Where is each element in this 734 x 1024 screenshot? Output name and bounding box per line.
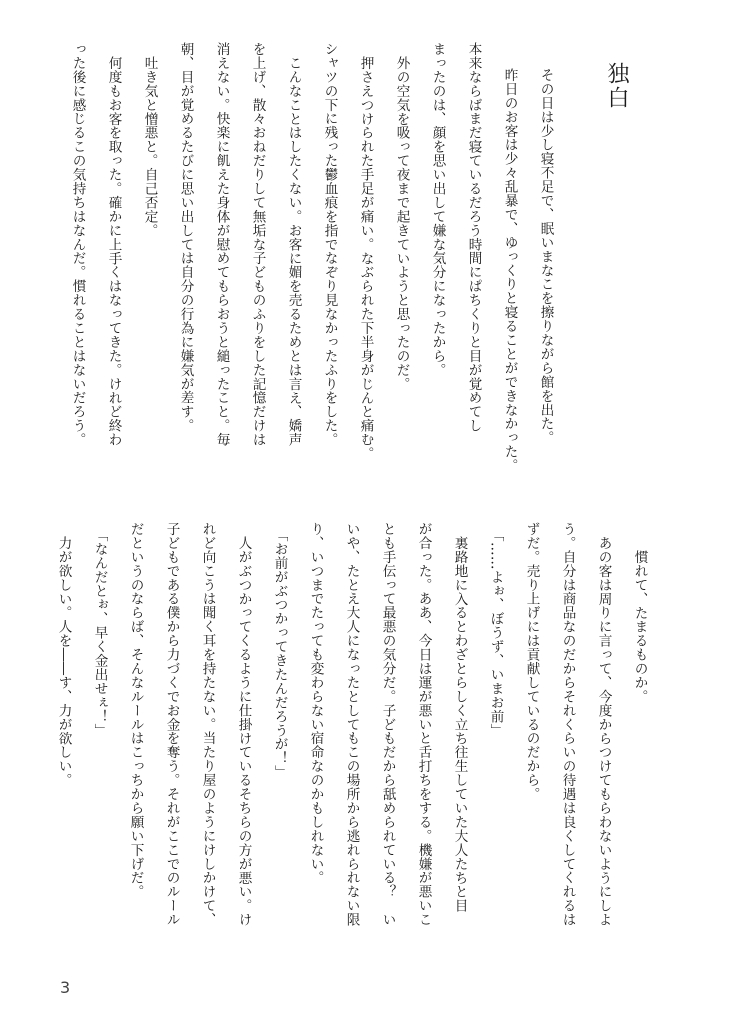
text-column: 昨日のお客は少々乱暴で、ゆっくりと寝ることができなかった。 bbox=[501, 68, 518, 473]
text-column: 吐き気と憎悪と。自己否定。 bbox=[141, 56, 158, 238]
text-column: 外の空気を吸って夜まで起きていようと思ったのだ。 bbox=[393, 56, 410, 391]
text-column: う。自分は商品なのだからそれくらいの待遇は良くしてくれるは bbox=[559, 522, 576, 927]
text-column: とも手伝って最悪の気分だ。子どもだから舐められている？ い bbox=[379, 522, 396, 927]
text-column: 本来ならばまだ寝ているだろう時間にぱちくりと目が覚めてし bbox=[465, 42, 482, 433]
text-column: 慣れて、たまるものか。 bbox=[631, 550, 648, 704]
text-column: 朝、目が覚めるたびに思い出しては自分の行為に嫌気が差す。 bbox=[177, 42, 194, 433]
text-column: 「なんだとぉ、早く金出せぇ！」 bbox=[91, 528, 108, 738]
text-column: 「お前がぶつかってきたんだろうが！」 bbox=[271, 528, 288, 780]
text-column: 消えない。快楽に飢えた身体が慰めてもらおうと縋ったこと。毎 bbox=[213, 42, 230, 447]
text-column: 力が欲しい。人を――す、力が欲しい。 bbox=[55, 536, 72, 788]
text-column: こんなことはしたくない。お客に媚を売るためとは言え、嬌声 bbox=[285, 56, 302, 447]
text-column: 何度もお客を取った。確かに上手くはなってきた。けれど終わ bbox=[105, 56, 122, 447]
text-column: 子どもである僕から力づくでお金を奪う。それがここでのルール bbox=[163, 522, 180, 927]
text-column: れど向こうは聞く耳を持たない。当たり屋のようにけしかけて、 bbox=[199, 522, 216, 927]
text-column: シャツの下に残った鬱血痕を指でなぞり見なかったふりをした。 bbox=[321, 42, 338, 447]
text-column: だというのならば、そんなルールはこっちから願い下げだ。 bbox=[127, 522, 144, 899]
text-column: った後に感じるこの気持ちはなんだ。慣れることはないだろう。 bbox=[69, 42, 86, 447]
text-column: り、いつまでたっても変わらない宿命なのかもしれない。 bbox=[307, 522, 324, 885]
text-column: を上げ、散々おねだりして無垢な子どものふりをした記憶だけは bbox=[249, 42, 266, 447]
text-column: 「……よぉ、ぼうず、いまお前」 bbox=[487, 528, 504, 738]
text-column: あの客は周りに言って、今度からつけてもらわないようにしよ bbox=[595, 536, 612, 927]
text-column: ずだ。売り上げには貢献しているのだから。 bbox=[523, 522, 540, 801]
text-column: いや、たとえ大人になったとしてもこの場所から逃れられない限 bbox=[343, 522, 360, 927]
page-number: 3 bbox=[60, 978, 71, 997]
chapter-title: 独白 bbox=[604, 62, 629, 110]
text-column: その日は少し寝不足で、眠いまなこを擦りながら館を出た。 bbox=[537, 68, 554, 445]
text-column: まったのは、顔を思い出して嫌な気分になったから。 bbox=[429, 42, 446, 377]
text-column: 押さえつけられた手足が痛い。なぶられた下半身がじんと痛む。 bbox=[357, 56, 374, 461]
text-column: 人がぶつかってくるように仕掛けているそちらの方が悪い。け bbox=[235, 536, 252, 927]
text-column: が合った。ああ、今日は運が悪いと舌打ちをする。機嫌が悪いこ bbox=[415, 522, 432, 927]
text-column: 裏路地に入るとわざとらしく立ち往生していた大人たちと目 bbox=[451, 536, 468, 913]
